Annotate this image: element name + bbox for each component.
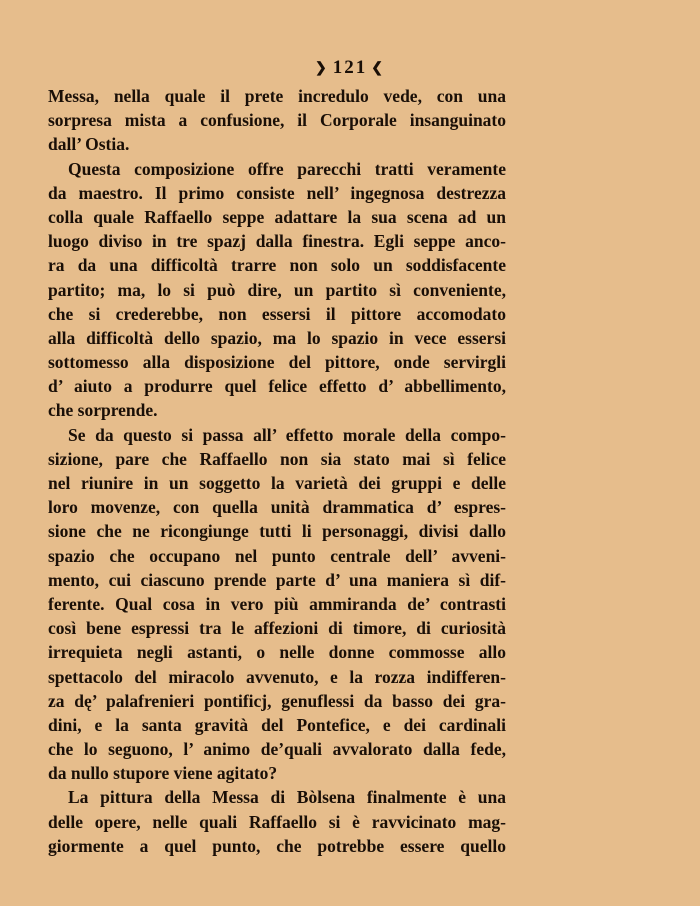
body-text (48, 84, 506, 858)
page-number: 121 (332, 57, 368, 78)
text-line: che sorprende. (48, 400, 158, 421)
text-line: d’ aiuto a produrre quel felice effetto d’ abbellimento, (48, 376, 506, 397)
text-line: mento, cui ciascuno prende parte d’ una maniera sì dif- (48, 569, 506, 590)
text-line: Se da questo si passa all’ effetto morale della compo- (68, 424, 506, 445)
text-line: delle opere, nelle quali Raffaello si è ravvicinato mag- (48, 811, 506, 832)
text-line: sottomesso alla disposizione del pittore, onde servirgli (48, 352, 506, 373)
text-line: sorpresa mista a confusione, il Corporale insanguinato (48, 110, 506, 131)
text-line: luogo diviso in tre spazj dalla finestra. Egli seppe anco- (48, 231, 506, 252)
text-line: colla quale Raffaello seppe adattare la sua scena ad un (48, 206, 506, 227)
text-line: ra da una difficoltà trarre non solo un soddisfacente (48, 255, 506, 276)
text-line: spettacolo del miracolo avvenuto, e la rozza indifferen- (48, 666, 506, 687)
left-ornament-icon: ❯ (315, 61, 329, 76)
text-line: spazio che occupano nel punto centrale dell’ avveni- (48, 545, 506, 566)
text-line: che lo seguono, l’ animo de’quali avvalorato dalla fede, (48, 739, 506, 760)
text-line: giormente a quel punto, che potrebbe essere quello (48, 835, 506, 856)
text-line: La pittura della Messa di Bòlsena finalmente è una (68, 787, 506, 808)
text-line: loro movenze, con quella unità drammatica d’ espres- (48, 497, 506, 518)
text-line: da nullo stupore viene agitato? (48, 763, 278, 784)
text-line: dini, e la santa gravità del Pontefice, e dei cardinali (48, 714, 506, 735)
text-line: dall’ Ostia. (48, 134, 130, 155)
text-line: za dę’ palafrenieri pontificj, genuflessi da basso dei gra- (48, 690, 506, 711)
text-line: da maestro. Il primo consiste nell’ ingegnosa destrezza (48, 182, 506, 203)
text-line: nel riunire in un soggetto la varietà dei gruppi e delle (48, 473, 506, 493)
right-ornament-icon: ❮ (371, 61, 385, 76)
text-line: sizione, pare che Raffaello non sia stato mai sì felice (48, 448, 506, 469)
page-header (0, 58, 700, 79)
text-line: ferente. Qual cosa in vero più ammiranda de’ contrasti (48, 593, 506, 614)
text-line: alla difficoltà dello spazio, ma lo spazio in vece essersi (48, 327, 506, 348)
text-line: partito; ma, lo si può dire, un partito sì conveniente, (48, 279, 506, 300)
text-line: che si crederebbe, non essersi il pittore accomodato (48, 303, 506, 324)
text-line: Messa, nella quale il prete incredulo vede, con una (48, 86, 506, 106)
text-line: sione che ne ricongiunge tutti li personaggi, divisi dallo (48, 521, 506, 542)
text-line: così bene espressi tra le affezioni di timore, di curiosità (48, 618, 506, 639)
text-line: irrequieta negli astanti, o nelle donne commosse allo (48, 642, 506, 663)
text-line: Questa composizione offre parecchi tratti veramente (68, 158, 506, 179)
